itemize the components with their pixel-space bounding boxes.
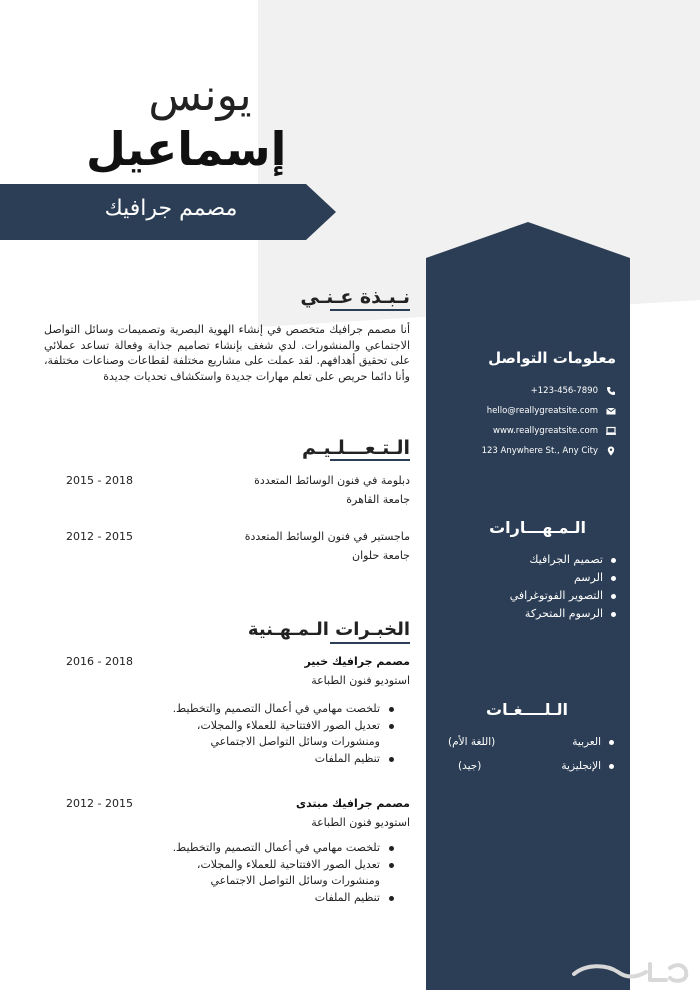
contact-location-text: 123 Anywhere St., Any City — [481, 446, 598, 456]
contact-phone — [470, 386, 616, 396]
education-heading: الـتـعـــلـيـم — [302, 437, 410, 459]
experience-place: استوديو فنون الطباعة — [311, 674, 410, 687]
language-name: الإنجليزية — [561, 760, 601, 772]
skill-item: الرسم — [470, 569, 616, 587]
job-title: مصمم جرافيك — [104, 196, 238, 221]
experience-years: 2012 - 2015 — [66, 797, 133, 810]
education-school: جامعة حلوان — [351, 549, 410, 562]
contact-website-text: www.reallygreatsite.com — [493, 426, 598, 436]
experience-bullet: تنظيم الملفات — [150, 890, 394, 907]
experience-underline — [330, 642, 410, 644]
contact-heading: معلومات التواصل — [488, 349, 616, 367]
experience-item — [200, 797, 410, 829]
language-level: (جيد) — [458, 760, 482, 772]
contact-email — [470, 406, 616, 416]
education-degree: ماجستير في فنون الوسائط المتعددة — [244, 530, 410, 543]
education-item — [180, 474, 410, 506]
education-degree: دبلومة في فنون الوسائط المتعددة — [254, 474, 410, 487]
location-icon — [606, 446, 616, 456]
education-years: 2012 - 2015 — [66, 530, 133, 543]
email-icon — [606, 406, 616, 416]
contact-email-text: hello@reallygreatsite.com — [486, 406, 598, 416]
languages-heading: الـلــــغـات — [486, 700, 568, 719]
experience-heading: الخبـرات الـمـهـنية — [247, 619, 410, 640]
experience-place: استوديو فنون الطباعة — [311, 816, 410, 829]
experience-bullets — [150, 840, 394, 906]
education-school: جامعة القاهرة — [346, 493, 410, 506]
language-bullet — [609, 764, 614, 769]
about-underline — [330, 309, 410, 311]
contact-website — [470, 426, 616, 436]
experience-title: مصمم جرافيك مبتدى — [295, 797, 410, 810]
education-item — [180, 530, 410, 562]
watermark-logo — [566, 952, 694, 988]
experience-title: مصمم جرافيك خبير — [304, 655, 410, 668]
contact-location — [470, 446, 616, 456]
skills-list — [470, 551, 616, 623]
contact-phone-text: +123-456-7890 — [530, 386, 598, 396]
experience-bullet: تلخصت مهامي في أعمال التصميم والتخطيط. — [150, 701, 394, 718]
experience-bullets — [150, 701, 394, 767]
skill-item: التصوير الفوتوغرافي — [470, 587, 616, 605]
phone-icon — [606, 386, 616, 396]
language-name: العربية — [572, 736, 601, 748]
first-name: يونس — [148, 70, 252, 121]
about-heading: نـبـذة عـنـي — [300, 286, 410, 308]
language-level: (اللغة الأم) — [448, 736, 496, 748]
about-text: أنا مصمم جرافيك متخصص في إنشاء الهوية البصرية وتصميمات وسائل التواصل الاجتماعي والمنشورات. لدي شغف بإنشاء تصاميم جذابة وفعالة تساعد عملائي على تحقيق أهدافهم. لقد عملت على مشاريع مختلفة لقطاعات وصناعات مختلفة، وأنا دائما حريص على تعلم مهارات جديدة واستكشاف تحديات جديدة — [44, 323, 410, 383]
experience-bullet: تعديل الصور الافتتاحية للعملاء والمجلات، ومنشورات وسائل التواصل الاجتماعي — [150, 718, 394, 751]
experience-bullet: تنظيم الملفات — [150, 751, 394, 768]
experience-bullet: تعديل الصور الافتتاحية للعملاء والمجلات، ومنشورات وسائل التواصل الاجتماعي — [150, 857, 394, 890]
language-item — [448, 760, 614, 772]
skills-heading: الـمـهـــارات — [489, 518, 586, 537]
language-bullet — [609, 740, 614, 745]
experience-item — [200, 655, 410, 687]
last-name: إسماعيل — [86, 122, 287, 176]
skill-item: الرسوم المتحركة — [470, 605, 616, 623]
education-years: 2015 - 2018 — [66, 474, 133, 487]
language-item — [448, 736, 614, 748]
website-icon — [606, 426, 616, 436]
skill-item: تصميم الجرافيك — [470, 551, 616, 569]
education-underline — [330, 459, 410, 461]
experience-bullet: تلخصت مهامي في أعمال التصميم والتخطيط. — [150, 840, 394, 857]
experience-years: 2016 - 2018 — [66, 655, 133, 668]
